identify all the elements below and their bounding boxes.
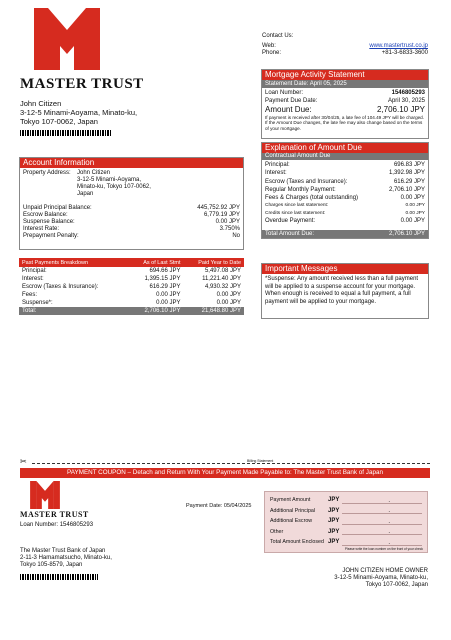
table-cell: Fees: [22,292,38,298]
bank-line2: Tokyo 105-8579, Japan [20,562,83,568]
explanation-row-label: Regular Monthly Payment: [265,186,336,193]
table-cell: 0.00 JPY [216,300,241,306]
statement-date: Statement Date: April 05, 2025 [262,80,428,88]
contact-label: Contact Us: [262,33,294,39]
table-cell: 11,221.40 JPY [202,276,241,282]
account-panel [19,157,244,250]
customer-address-line2: Tokyo 107-0062, Japan [20,117,98,126]
table-cell: 5,497.08 JPY [204,268,241,274]
table-cell: 616.29 JPY [149,284,181,290]
owner-name: JOHN CITIZEN HOME OWNER [342,568,428,574]
table-cell: Principal: [22,268,47,274]
payment-field-input[interactable]: . [342,518,422,525]
payment-field-row[interactable] [270,537,422,548]
table-cell: 694.66 JPY [149,268,181,274]
account-row-value: 445,752.92 JPY [197,205,240,211]
account-row-label: Escrow Balance: [23,212,68,218]
account-row [23,226,240,233]
property-line: 3-12-5 Minami-Aoyama, [77,177,142,183]
account-row-label: Suspense Balance: [23,219,75,225]
table-cell: 0.00 JPY [216,292,241,298]
account-title: Account Information [20,158,243,168]
logo-mark-icon [30,481,60,509]
account-row [23,212,240,219]
table-header: Paid Year to Date [198,259,241,266]
explanation-total-label: Total Amount Due: [265,231,315,237]
messages-title: Important Messages [262,264,428,274]
table-row [19,283,244,291]
property-line: Japan [77,191,94,197]
postal-barcode [20,130,112,136]
loan-number-label: Loan Number: [265,90,304,96]
account-row-value: No [232,233,240,239]
payment-due-date: April 30, 2025 [387,98,425,104]
table-row [19,275,244,283]
property-line: Minato-ku, Tokyo 107-0062, [77,184,151,190]
table-cell: 4,930.32 JPY [204,284,241,290]
explanation-row [265,186,425,194]
property-address-label: Property Address: [23,170,71,176]
explanation-row-label: Credits since last statement: [265,210,326,216]
account-row-label: Prepayment Penalty: [23,233,79,239]
explanation-row-value: 0.00 JPY [405,203,425,209]
payment-field-label: Payment Amount [270,497,311,504]
explanation-row-value: 696.83 JPY [393,162,425,168]
table-row [19,299,244,307]
bank-address [20,548,112,580]
bank-name: The Master Trust Bank of Japan [20,548,106,554]
customer-address [20,99,137,136]
explanation-row-value: 0.00 JPY [405,210,425,216]
late-fee-note: If payment is received after 30/04/25, a late fee of 104.49 JPY will be charged. If the Amount Due changes, the late fee may also change based on the terms of your mortgage. [265,115,425,131]
explanation-row-label: Principal: [265,162,290,168]
property-line: John Citizen [77,170,111,176]
explanation-row [265,161,425,169]
explanation-subheader: Contractual Amount Due [262,153,428,160]
explanation-row [265,169,425,177]
explanation-row-value: 2,706.10 JPY [388,186,425,193]
bank-line1: 2-11-3 Hamamatsucho, Minato-ku, [20,555,112,561]
table-cell: 1,395.15 JPY [144,276,181,282]
scissors-icon: ✂ [20,457,27,466]
amount-due: 2,706.10 JPY [376,105,425,114]
account-row-label: Unpaid Principal Balance: [23,205,92,211]
account-row-value: 6,779.19 JPY [203,212,240,218]
brand-logo [34,8,100,70]
owner-line1: 3-12-5 Minami-Aoyama, Minato-ku, [334,575,428,581]
property-address [77,170,151,198]
payment-field-label: Other [270,528,284,535]
explanation-row [265,210,425,217]
account-row [23,205,240,212]
explanation-row [265,178,425,186]
explanation-row-value: 0.00 JPY [400,217,425,224]
statement-title: Mortgage Activity Statement [262,70,428,80]
phone-value: +81-3-6833-3600 [381,50,428,56]
account-row-label: Interest Rate: [23,226,60,232]
table-cell: Suspense*: [22,300,53,306]
messages-panel [261,263,429,319]
table-row [19,291,244,299]
explanation-total-row [262,230,428,238]
payment-field-row[interactable] [270,495,422,506]
account-row [23,233,240,240]
coupon-banner: PAYMENT COUPON – Detach and Return With Your Payment Made Payable to: The Master Trust Bank of Japan [20,468,430,478]
account-row-value: 3.750% [219,226,240,232]
coupon-payment-date: Payment Date: 05/04/2025 [186,503,252,509]
web-link[interactable]: www.mastertrust.co.jp [369,43,428,49]
payment-field-input[interactable]: . [342,497,422,504]
payment-field-label: Additional Escrow [270,518,313,525]
customer-address-line1: 3-12-5 Minami-Aoyama, Minato-ku, [20,108,138,117]
table-cell: 0.00 JPY [156,292,181,298]
past-payments-total [19,307,244,315]
payment-field-input[interactable]: . [342,507,422,514]
statement-panel [261,69,429,139]
coupon-logo [30,481,60,509]
table-cell: Escrow (Taxes & Insurance): [22,284,99,290]
explanation-row-label: Escrow (Taxes and Insurance): [265,178,348,185]
table-header: Past Payments Breakdown [22,259,89,266]
payment-field-currency: JPY [328,497,340,504]
customer-name: John Citizen [20,99,62,108]
account-row [23,219,240,226]
past-payments-panel [19,258,244,315]
payment-field-label: Additional Principal [270,507,316,514]
past-payments-header [19,258,244,267]
explanation-row-label: Overdue Payment: [265,217,316,224]
loan-number: 1546805293 [391,90,425,96]
billing-statement-label: Billing Statement [247,459,274,463]
payment-field-input[interactable]: . [342,539,422,546]
explanation-row [265,202,425,209]
explanation-row [265,194,425,202]
table-cell: Total: [22,308,37,314]
coupon-loan-number: Loan Number: 1546805293 [20,522,94,528]
table-row [19,267,244,275]
explanation-row-value: 0.00 JPY [400,195,425,202]
amount-due-label: Amount Due: [265,105,312,114]
owner-address [300,568,428,589]
table-cell: 2,706.10 JPY [144,308,181,314]
coupon-brand-name: MASTER TRUST [20,510,89,519]
payment-field-currency: JPY [328,528,340,535]
contact-block [262,33,428,57]
payment-field-currency: JPY [328,539,340,546]
explanation-row [265,217,425,225]
payment-field-currency: JPY [328,507,340,514]
cut-line [20,457,430,468]
web-label: Web: [262,43,276,49]
payment-due-label: Payment Due Date: [265,98,318,104]
bank-barcode [20,574,98,580]
table-cell: 21,648.80 JPY [201,308,241,314]
explanation-row-label: Fees & Charges (total outstanding) [265,195,359,202]
explanation-panel [261,142,429,239]
phone-label: Phone: [262,50,282,56]
owner-line2: Tokyo 107-0062, Japan [365,582,428,588]
past-payments-table [19,258,244,315]
payment-field-row[interactable] [270,527,422,538]
explanation-row-label: Charges since last statement: [265,203,329,209]
payment-field-row[interactable] [270,506,422,517]
explanation-title: Explanation of Amount Due [262,143,428,153]
table-header: As of Last Stmt [143,259,181,266]
explanation-total-value: 2,706.10 JPY [388,231,425,237]
table-cell: Interest: [22,276,44,282]
explanation-row-value: 616.29 JPY [393,178,425,185]
payment-field-label: Total Amount Enclosed [270,539,324,546]
payment-field-currency: JPY [328,518,340,525]
table-cell: 0.00 JPY [156,300,181,306]
logo-mark-icon [34,8,100,70]
payment-box-note: Please write the loan number on the front of your check [344,547,423,551]
account-row-value: 0.00 JPY [215,219,240,225]
payment-field-row[interactable] [270,516,422,527]
explanation-row-value: 1,392.98 JPY [388,170,425,177]
messages-body: *Suspense: Any amount received less than a full payment will be applied to a suspense account for your mortgage. When enough is received to equal a full payment, a full payment will be applied to your mortgage. [265,276,419,305]
payment-field-input[interactable]: . [342,528,422,535]
explanation-row-label: Interest: [265,170,287,177]
payment-box [264,491,428,553]
brand-name: MASTER TRUST [20,76,144,92]
